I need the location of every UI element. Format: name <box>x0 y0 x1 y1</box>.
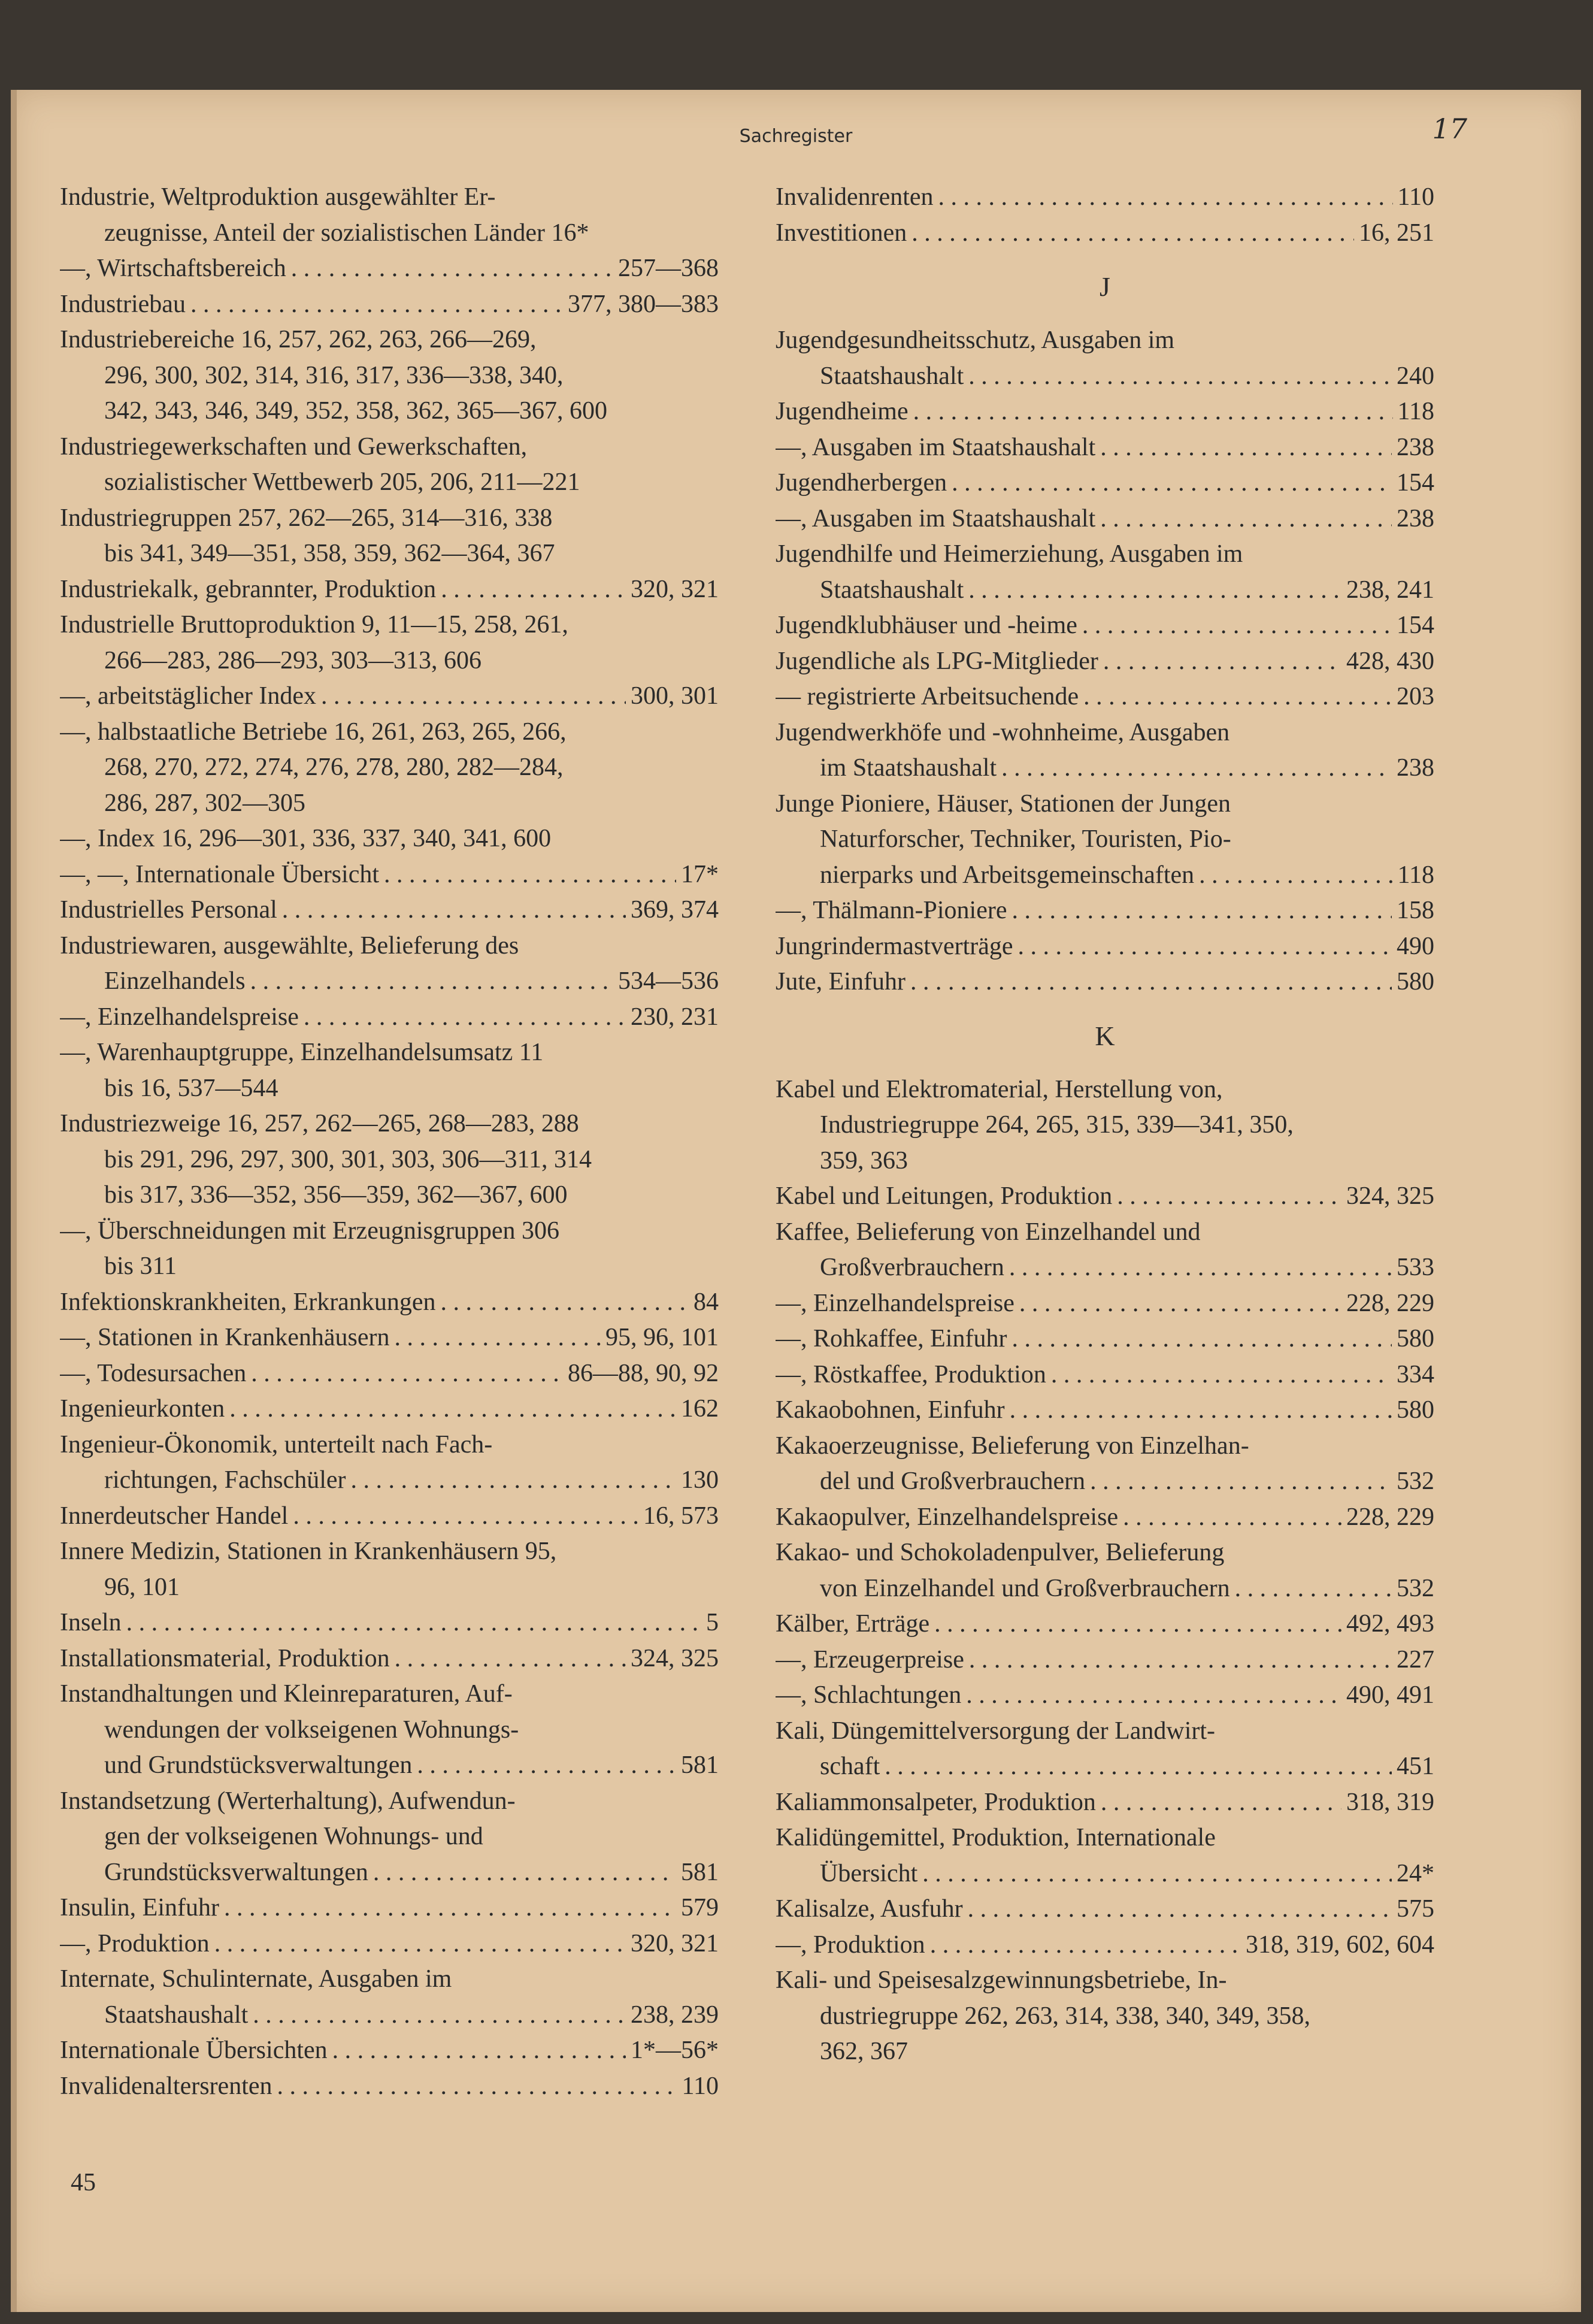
leader-dots <box>1011 893 1392 929</box>
index-entry <box>60 1356 719 1392</box>
index-entry-text: —, —, Internationale Übersicht <box>60 860 379 888</box>
index-entry <box>60 572 719 608</box>
leader-dots <box>1100 501 1392 537</box>
index-entry-text: Industriekalk, gebrannter, Produktion <box>60 575 437 603</box>
index-entry-pages: 369, 374 <box>631 896 719 924</box>
leader-dots <box>913 394 1393 430</box>
index-entry-text: —, Produktion <box>776 1930 925 1959</box>
index-entry-text: im Staatshaushalt <box>820 754 997 782</box>
index-entry <box>776 1642 1434 1678</box>
index-entry-pages: 238 <box>1397 754 1434 782</box>
index-entry <box>776 644 1434 680</box>
index-entry-pages: 320, 321 <box>631 575 719 603</box>
index-entry: —, Index 16, 296—301, 336, 337, 340, 341, 600 <box>60 825 552 852</box>
index-entry <box>776 465 1434 501</box>
leader-dots <box>1199 858 1392 894</box>
index-entry-text: Jugendliche als LPG-Mitglieder <box>776 647 1098 675</box>
index-entry-text: —, Todesursachen <box>60 1359 247 1387</box>
leader-dots <box>1103 644 1341 680</box>
index-entry-text: schaft <box>820 1753 880 1780</box>
index-entry-pages: 110 <box>682 2072 719 2100</box>
index-entry-pages: 162 <box>681 1395 719 1423</box>
index-entry <box>60 892 719 928</box>
index-entry-text: Industrielles Personal <box>60 896 277 924</box>
book-page <box>11 90 1581 2312</box>
index-entry: sozialistischer Wettbewerb 205, 206, 211—221 <box>104 468 580 496</box>
leader-dots <box>332 2033 626 2069</box>
index-entry-pages: 334 <box>1397 1360 1434 1388</box>
index-entry-pages: 533 <box>1397 1254 1434 1281</box>
index-entry-text: —, Röstkaffee, Produktion <box>776 1360 1046 1388</box>
index-entry: zeugnisse, Anteil der sozialistischen Länder 16* <box>104 219 589 247</box>
leader-dots <box>885 1749 1392 1785</box>
index-group-i-continued <box>776 180 1434 251</box>
index-entry-pages: 238, 239 <box>631 2001 719 2029</box>
index-entry-text: del und Großverbrauchern <box>820 1467 1086 1495</box>
index-entry <box>60 2033 719 2069</box>
index-entry <box>776 1500 1434 1536</box>
index-entry: Internate, Schulinternate, Ausgaben im <box>60 1965 452 1993</box>
index-entry <box>776 893 1434 929</box>
leader-dots <box>251 1356 563 1392</box>
index-entry-pages: 492, 493 <box>1346 1610 1434 1638</box>
index-entry: dustriegruppe 262, 263, 314, 338, 340, 349, 358, <box>820 2002 1310 2030</box>
leader-dots <box>1001 751 1392 786</box>
index-entry-pages: 17* <box>681 860 719 888</box>
index-entry: Kakao- und Schokoladenpulver, Belieferung <box>776 1539 1225 1566</box>
index-entry-text: von Einzelhandel und Großverbrauchern <box>820 1574 1230 1602</box>
index-entry <box>60 1285 719 1321</box>
index-entry: Jugendgesundheitsschutz, Ausgaben im <box>776 326 1175 354</box>
index-entry-text: —, arbeitstäglicher Index <box>60 682 316 710</box>
index-entry: —, Warenhauptgruppe, Einzelhandelsumsatz 11 <box>60 1039 544 1066</box>
index-entry-text: Grundstücksverwaltungen <box>104 1858 368 1886</box>
index-entry-pages: 257—368 <box>618 255 719 282</box>
index-entry: Ingenieur-Ökonomik, unterteilt nach Fach- <box>60 1430 493 1458</box>
index-entry <box>60 2069 719 2105</box>
leader-dots <box>395 1320 601 1356</box>
leader-dots <box>441 572 626 608</box>
index-entry: wendungen der volkseigenen Wohnungs- <box>104 1715 519 1744</box>
leader-dots <box>253 1998 626 2034</box>
index-entry <box>776 858 1434 894</box>
leader-dots <box>969 1642 1392 1678</box>
index-entry <box>60 679 719 715</box>
index-entry-pages: 324, 325 <box>631 1644 719 1672</box>
index-entry-text: —, Thälmann-Pioniere <box>776 897 1007 924</box>
index-entry: Industriezweige 16, 257, 262—265, 268—283, 288 <box>60 1110 579 1137</box>
leader-dots <box>1101 1785 1341 1821</box>
index-entry: bis 291, 296, 297, 300, 301, 303, 306—311, 314 <box>104 1145 592 1173</box>
index-entry-pages: 575 <box>1397 1895 1434 1923</box>
section-letter-j: J <box>1100 271 1110 302</box>
index-entry <box>776 1606 1434 1642</box>
index-entry-text: Staatshaushalt <box>820 362 964 390</box>
index-entry: bis 16, 537—544 <box>104 1074 278 1102</box>
index-entry-pages: 532 <box>1397 1467 1434 1495</box>
index-entry-pages: 324, 325 <box>1346 1182 1434 1210</box>
index-entry-text: Übersicht <box>820 1859 918 1887</box>
index-entry-text: —, Ausgaben im Staatshaushalt <box>776 504 1096 532</box>
leader-dots <box>384 857 676 893</box>
index-entry <box>776 1393 1434 1429</box>
leader-dots <box>1009 1250 1392 1286</box>
index-entry: 266—283, 286—293, 303—313, 606 <box>104 646 481 674</box>
leader-dots <box>968 1892 1392 1927</box>
index-entry-pages: 581 <box>681 1751 719 1779</box>
index-entry-text: Kakaopulver, Einzelhandelspreise <box>776 1503 1119 1531</box>
index-entry-pages: 532 <box>1397 1574 1434 1602</box>
index-entry-text: Internationale Übersichten <box>60 2036 328 2064</box>
index-entry: Naturforscher, Techniker, Touristen, Pio- <box>820 825 1231 853</box>
index-entry <box>776 1179 1434 1215</box>
leader-dots <box>952 465 1392 501</box>
index-entry-pages: 490, 491 <box>1346 1681 1434 1709</box>
index-entry <box>776 359 1434 395</box>
index-entry <box>776 1250 1434 1286</box>
leader-dots <box>293 1499 638 1535</box>
index-entry-pages: 490 <box>1397 932 1434 960</box>
index-entry-pages: 377, 380—383 <box>568 290 719 318</box>
index-entry-pages: 24* <box>1397 1859 1434 1887</box>
leader-dots <box>417 1748 676 1784</box>
index-entry-text: —, Erzeugerpreise <box>776 1645 964 1674</box>
leader-dots <box>968 573 1341 609</box>
index-entry-pages: 300, 301 <box>631 682 719 710</box>
index-entry: Instandhaltungen und Kleinreparaturen, Auf- <box>60 1680 513 1708</box>
index-entry-text: Inseln <box>60 1609 122 1636</box>
index-entry-pages: 318, 319, 602, 604 <box>1246 1930 1434 1959</box>
index-entry: 286, 287, 302—305 <box>104 789 305 817</box>
section-letter-k: K <box>1095 1020 1115 1051</box>
index-entry: 362, 367 <box>820 2038 908 2065</box>
leader-dots <box>1117 1179 1341 1215</box>
index-entry <box>776 1785 1434 1821</box>
index-entry-text: Investitionen <box>776 219 907 247</box>
index-entry: bis 311 <box>104 1252 177 1280</box>
leader-dots <box>440 1285 689 1321</box>
leader-dots <box>1083 679 1392 715</box>
leader-dots <box>968 359 1392 395</box>
index-entry-text: Großverbrauchern <box>820 1254 1004 1281</box>
index-entry: bis 341, 349—351, 358, 359, 362—364, 367 <box>104 540 555 567</box>
index-entry <box>776 180 1434 216</box>
index-entry-pages: 534—536 <box>618 967 719 995</box>
index-column-right <box>776 180 1434 2070</box>
leader-dots <box>395 1641 626 1677</box>
leader-dots <box>938 180 1393 216</box>
signature-mark: 45 <box>71 2169 96 2196</box>
index-entry: Kabel und Elektromaterial, Herstellung von, <box>776 1075 1223 1103</box>
index-entry-text: —, Ausgaben im Staatshaushalt <box>776 433 1096 461</box>
index-entry <box>776 394 1434 430</box>
index-entry-pages: 579 <box>681 1894 719 1921</box>
index-entry <box>60 1463 719 1499</box>
index-entry-pages: 238 <box>1397 504 1434 532</box>
index-entry-pages: 118 <box>1397 398 1434 425</box>
index-entry-pages: 580 <box>1397 968 1434 995</box>
index-entry <box>60 1391 719 1427</box>
index-entry: 268, 270, 272, 274, 276, 278, 280, 282—284, <box>104 754 564 781</box>
index-entry: Jugendhilfe und Heimerziehung, Ausgaben im <box>776 540 1243 568</box>
leader-dots <box>190 287 563 323</box>
page-number: 17 <box>1432 113 1467 145</box>
leader-dots <box>1019 1286 1341 1322</box>
leader-dots <box>1018 929 1392 965</box>
index-entry <box>60 1855 719 1891</box>
index-entry-text: Ingenieurkonten <box>60 1395 225 1423</box>
index-entry <box>60 1499 719 1535</box>
leader-dots <box>911 216 1354 252</box>
index-entry-text: —, Einzelhandelspreise <box>60 1003 299 1031</box>
index-entry-pages: 95, 96, 101 <box>605 1324 719 1351</box>
index-entry <box>60 1320 719 1356</box>
index-entry-pages: 580 <box>1397 1396 1434 1424</box>
index-entry-text: Jungrindermastverträge <box>776 932 1013 960</box>
index-entry <box>776 964 1434 1000</box>
index-entry-pages: 581 <box>681 1858 719 1886</box>
index-group-k <box>776 1072 1434 2070</box>
index-entry: Kaffee, Belieferung von Einzelhandel und <box>776 1218 1201 1246</box>
index-entry: —, Überschneidungen mit Erzeugnisgruppen 306 <box>60 1217 559 1245</box>
index-entry-text: Industriebau <box>60 290 186 318</box>
index-entry: Industriegewerkschaften und Gewerkschaften, <box>60 432 528 461</box>
index-entry-text: Kaliammonsalpeter, Produktion <box>776 1788 1096 1816</box>
index-entry: 359, 363 <box>820 1146 908 1175</box>
index-entry <box>776 929 1434 965</box>
index-entry-pages: 130 <box>681 1466 719 1494</box>
leader-dots <box>1010 1393 1392 1429</box>
index-entry-pages: 318, 319 <box>1346 1788 1434 1816</box>
index-entry <box>776 216 1434 252</box>
index-entry-text: Jugendherbergen <box>776 469 947 497</box>
index-entry-text: —, Schlachtungen <box>776 1681 962 1709</box>
leader-dots <box>910 964 1392 1000</box>
index-entry: gen der volkseigenen Wohnungs- und <box>104 1823 483 1850</box>
index-entry: Jugendwerkhöfe und -wohnheime, Ausgaben <box>776 718 1230 746</box>
leader-dots <box>373 1855 676 1891</box>
index-entry-pages: 1*—56* <box>631 2036 719 2064</box>
leader-dots <box>934 1606 1341 1642</box>
index-column-left <box>60 180 719 2104</box>
leader-dots <box>250 964 613 1000</box>
index-entry <box>60 1748 719 1784</box>
index-entry-pages: 228, 229 <box>1346 1503 1434 1531</box>
index-entry-text: Staatshaushalt <box>820 576 964 604</box>
index-entry: Industriewaren, ausgewählte, Belieferung des <box>60 931 519 960</box>
index-entry-pages: 240 <box>1397 362 1434 390</box>
index-entry-text: Kalisalze, Ausfuhr <box>776 1895 963 1923</box>
index-entry: Junge Pioniere, Häuser, Stationen der Jungen <box>776 789 1231 818</box>
index-entry <box>776 608 1434 644</box>
index-entry-text: Staatshaushalt <box>104 2001 249 2029</box>
index-entry-text: Jugendheime <box>776 398 908 425</box>
leader-dots <box>304 1000 626 1036</box>
index-entry-pages: 158 <box>1397 897 1434 924</box>
index-entry-text: richtungen, Fachschüler <box>104 1466 346 1494</box>
leader-dots <box>229 1391 676 1427</box>
index-entry <box>60 1605 719 1641</box>
index-entry <box>776 430 1434 466</box>
index-entry-text: Invalidenrenten <box>776 183 934 211</box>
index-entry: Industriegruppe 264, 265, 315, 339—341, 350, <box>820 1111 1294 1139</box>
index-entry-text: Kabel und Leitungen, Produktion <box>776 1182 1113 1210</box>
leader-dots <box>966 1678 1341 1714</box>
index-entry-pages: 228, 229 <box>1346 1289 1434 1317</box>
index-entry-pages: 118 <box>1397 861 1434 889</box>
index-entry-pages: 5 <box>706 1609 719 1636</box>
index-entry-text: — registrierte Arbeitsuchende <box>776 683 1079 710</box>
index-entry-text: Innerdeutscher Handel <box>60 1502 289 1530</box>
index-entry <box>776 1749 1434 1785</box>
index-entry <box>60 251 719 287</box>
index-entry <box>776 1856 1434 1892</box>
index-entry-text: —, Einzelhandelspreise <box>776 1289 1014 1317</box>
index-entry-text: Installationsmaterial, Produktion <box>60 1644 390 1672</box>
leader-dots <box>1235 1571 1392 1607</box>
index-entry-pages: 16, 251 <box>1359 219 1434 247</box>
index-entry-text: Insulin, Einfuhr <box>60 1894 219 1921</box>
index-entry <box>776 679 1434 715</box>
index-entry-text: Kälber, Erträge <box>776 1610 930 1638</box>
index-entry-pages: 320, 321 <box>631 1929 719 1957</box>
index-entry <box>60 1998 719 2034</box>
index-entry: Industrielle Bruttoproduktion 9, 11—15, 258, 261, <box>60 611 568 639</box>
index-entry <box>776 1927 1434 1963</box>
leader-dots <box>1051 1357 1392 1393</box>
index-entry: Kali- und Speisesalzgewinnungsbetriebe, In- <box>776 1966 1227 1994</box>
index-entry-text: —, Produktion <box>60 1929 210 1957</box>
leader-dots <box>321 679 626 715</box>
index-entry <box>776 1464 1434 1500</box>
index-entry-text: —, Rohkaffee, Einfuhr <box>776 1325 1007 1352</box>
leader-dots <box>224 1890 676 1926</box>
index-entry-text: Invalidenaltersrenten <box>60 2072 272 2100</box>
index-entry-pages: 203 <box>1397 683 1434 710</box>
index-entry-text: Jute, Einfuhr <box>776 968 905 995</box>
index-group-j <box>776 323 1434 1000</box>
index-entry-pages: 238 <box>1397 433 1434 461</box>
index-entry <box>60 964 719 1000</box>
index-entry <box>776 501 1434 537</box>
leader-dots <box>277 2069 677 2105</box>
index-entry <box>776 1571 1434 1607</box>
leader-dots <box>214 1926 626 1962</box>
index-entry-pages: 154 <box>1397 469 1434 497</box>
index-entry-pages: 86—88, 90, 92 <box>568 1359 719 1387</box>
running-header: Sachregister <box>739 126 853 147</box>
page-edge <box>11 90 17 2312</box>
leader-dots <box>930 1927 1241 1963</box>
index-entry <box>776 1892 1434 1927</box>
leader-dots <box>1123 1500 1341 1536</box>
index-entry <box>776 1321 1434 1357</box>
index-entry <box>60 1000 719 1036</box>
leader-dots <box>922 1856 1392 1892</box>
index-entry: Kakaoerzeugnisse, Belieferung von Einzelhan- <box>776 1432 1249 1460</box>
index-entry-pages: 238, 241 <box>1346 576 1434 604</box>
index-entry-text: und Grundstücksverwaltungen <box>104 1751 413 1779</box>
index-entry-text: Jugendklubhäuser und -heime <box>776 612 1077 639</box>
index-entry <box>60 1926 719 1962</box>
index-entry <box>776 1678 1434 1714</box>
index-entry-pages: 154 <box>1397 612 1434 639</box>
index-entry-pages: 428, 430 <box>1346 647 1434 675</box>
leader-dots <box>1100 430 1392 466</box>
index-entry <box>60 1890 719 1926</box>
index-entry-pages: 16, 573 <box>643 1502 719 1530</box>
index-entry-pages: 110 <box>1397 183 1434 211</box>
index-entry-text: —, Wirtschaftsbereich <box>60 255 286 282</box>
index-entry <box>776 1286 1434 1322</box>
index-entry-text: nierparks und Arbeitsgemeinschaften <box>820 861 1195 889</box>
leader-dots <box>351 1463 676 1499</box>
index-entry-text: Infektionskrankheiten, Erkrankungen <box>60 1288 436 1316</box>
index-entry: Innere Medizin, Stationen in Krankenhäusern 95, <box>60 1538 557 1565</box>
index-entry: 96, 101 <box>104 1573 180 1601</box>
index-entry: Instandsetzung (Werterhaltung), Aufwendun- <box>60 1787 516 1815</box>
index-entry-pages: 84 <box>693 1288 719 1316</box>
index-entry <box>776 573 1434 609</box>
index-entry: Kali, Düngemittelversorgung der Landwirt- <box>776 1717 1216 1745</box>
index-entry <box>60 1641 719 1677</box>
index-entry-text: Einzelhandels <box>104 967 246 995</box>
index-entry: Kalidüngemittel, Produktion, Internationale <box>776 1824 1216 1851</box>
index-entry <box>776 751 1434 786</box>
leader-dots <box>126 1605 701 1641</box>
leader-dots <box>1090 1464 1392 1500</box>
leader-dots <box>1082 608 1392 644</box>
index-entry-text: Kakaobohnen, Einfuhr <box>776 1396 1005 1424</box>
leader-dots <box>291 251 613 287</box>
index-entry-pages: 451 <box>1397 1753 1434 1780</box>
index-entry <box>776 1357 1434 1393</box>
index-entry: Industrie, Weltproduktion ausgewählter Er- <box>60 183 496 211</box>
index-entry-pages: 230, 231 <box>631 1003 719 1031</box>
leader-dots <box>282 892 626 928</box>
index-entry: —, halbstaatliche Betriebe 16, 261, 263, 265, 266, <box>60 718 567 746</box>
index-entry <box>60 857 719 893</box>
index-entry: 296, 300, 302, 314, 316, 317, 336—338, 340, <box>104 361 564 389</box>
index-entry: 342, 343, 346, 349, 352, 358, 362, 365—367, 600 <box>104 397 607 425</box>
index-entry <box>60 287 719 323</box>
index-entry-text: —, Stationen in Krankenhäusern <box>60 1324 390 1351</box>
index-entry: Industriebereiche 16, 257, 262, 263, 266—269, <box>60 326 537 353</box>
index-entry-pages: 227 <box>1397 1645 1434 1674</box>
leader-dots <box>1011 1321 1392 1357</box>
index-entry-pages: 580 <box>1397 1325 1434 1352</box>
index-entry: bis 317, 336—352, 356—359, 362—367, 600 <box>104 1181 568 1209</box>
index-entry: Industriegruppen 257, 262—265, 314—316, 338 <box>60 504 553 532</box>
